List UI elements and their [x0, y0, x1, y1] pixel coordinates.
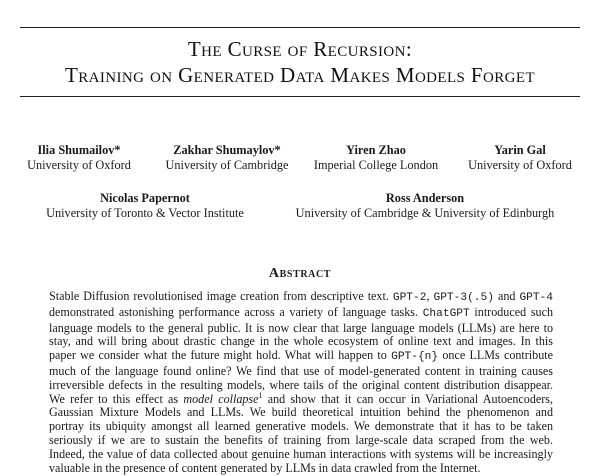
- author-name: Ross Anderson: [385, 191, 465, 205]
- abstract-line: Gaussian Mixture Models and LLMs. We build theoretical intuition behind the phenomenon and: [49, 405, 553, 420]
- author-block-1: [18, 143, 140, 173]
- abstract-line: valuable in the presence of content generated by LLMs in data crawled from the Internet.: [49, 460, 481, 475]
- author-affiliation: University of Toronto & Vector Institute: [46, 206, 244, 220]
- author-block-4: [458, 143, 582, 173]
- author-block-6: [285, 191, 565, 221]
- abstract-line: [49, 306, 553, 322]
- paper-title-line-1: The Curse of Recursion:: [187, 37, 413, 61]
- paper-title-line-2: Training on Generated Data Makes Models Forget: [64, 63, 536, 87]
- term-model-collapse: model collapse: [183, 391, 259, 406]
- author-affiliation: University of Cambridge: [165, 158, 289, 172]
- abstract-heading: Abstract: [268, 266, 332, 281]
- author-affiliation: University of Oxford: [468, 158, 572, 172]
- abstract-text: ,: [426, 289, 434, 303]
- model-name-gpt2: GPT-2: [392, 292, 427, 304]
- abstract-text: and: [493, 289, 520, 303]
- author-name: Zakhar Shumaylov*: [173, 143, 281, 157]
- model-name-chatgpt: ChatGPT: [422, 307, 470, 320]
- author-block-5: [30, 191, 260, 221]
- title-top-rule: [20, 27, 580, 28]
- abstract-text: introduced such: [469, 304, 553, 319]
- abstract-text: paper we consider what the future might hold. What will happen to: [49, 348, 392, 363]
- abstract-text: demonstrated astonishing performance across a variety of language tasks.: [49, 304, 423, 319]
- author-name: Nicolas Papernot: [100, 191, 190, 205]
- abstract-line: [49, 290, 553, 306]
- model-name-gpt3: GPT-3(.5): [433, 292, 494, 304]
- abstract-line: irreversible defects in the resulting models, where tails of the original content distribution disappear.: [49, 377, 553, 392]
- model-name-gpt4: GPT-4: [519, 292, 554, 304]
- author-affiliation: Imperial College London: [313, 158, 439, 172]
- author-block-2: [157, 143, 297, 173]
- abstract-text: Stable Diffusion revolutionised image creation from descriptive text.: [49, 289, 393, 303]
- abstract-line: [49, 390, 553, 407]
- abstract-line: stay, and will bring about drastic change in the whole ecosystem of online text and images. In this: [49, 334, 553, 349]
- title-bottom-rule: [20, 96, 580, 97]
- model-name-gptn: GPT-{n}: [391, 351, 439, 364]
- abstract-line: [49, 349, 553, 365]
- author-name: Yarin Gal: [494, 143, 546, 157]
- abstract-line: seriously if we are to sustain the benefits of training from large-scale data scraped from the web.: [49, 432, 553, 447]
- abstract-text: once LLMs contribute: [438, 348, 553, 363]
- author-name: Yiren Zhao: [346, 143, 406, 157]
- abstract-text: and show that it can occur in Variational Autoencoders,: [262, 391, 553, 406]
- abstract-line: portray its ubiquity amongst all learned generative models. We demonstrate that it has to be taken: [49, 419, 553, 434]
- abstract-text: We refer to this effect as: [49, 391, 184, 406]
- abstract-body: [49, 290, 553, 475]
- abstract-line: language models to the general public. It is now clear that large language models (LLMs) are here to: [49, 320, 553, 335]
- author-block-3: [306, 143, 446, 173]
- abstract-line: Indeed, the value of data collected about genuine human interactions with systems will be increasingly: [49, 446, 553, 461]
- footnote-marker[interactable]: 1: [258, 390, 263, 400]
- abstract-line: much of the language found online? We find that use of model-generated content in training causes: [49, 363, 553, 378]
- author-affiliation: University of Oxford: [27, 158, 131, 172]
- author-affiliation: University of Cambridge & University of Edinburgh: [295, 206, 555, 220]
- author-name: Ilia Shumailov*: [37, 143, 121, 157]
